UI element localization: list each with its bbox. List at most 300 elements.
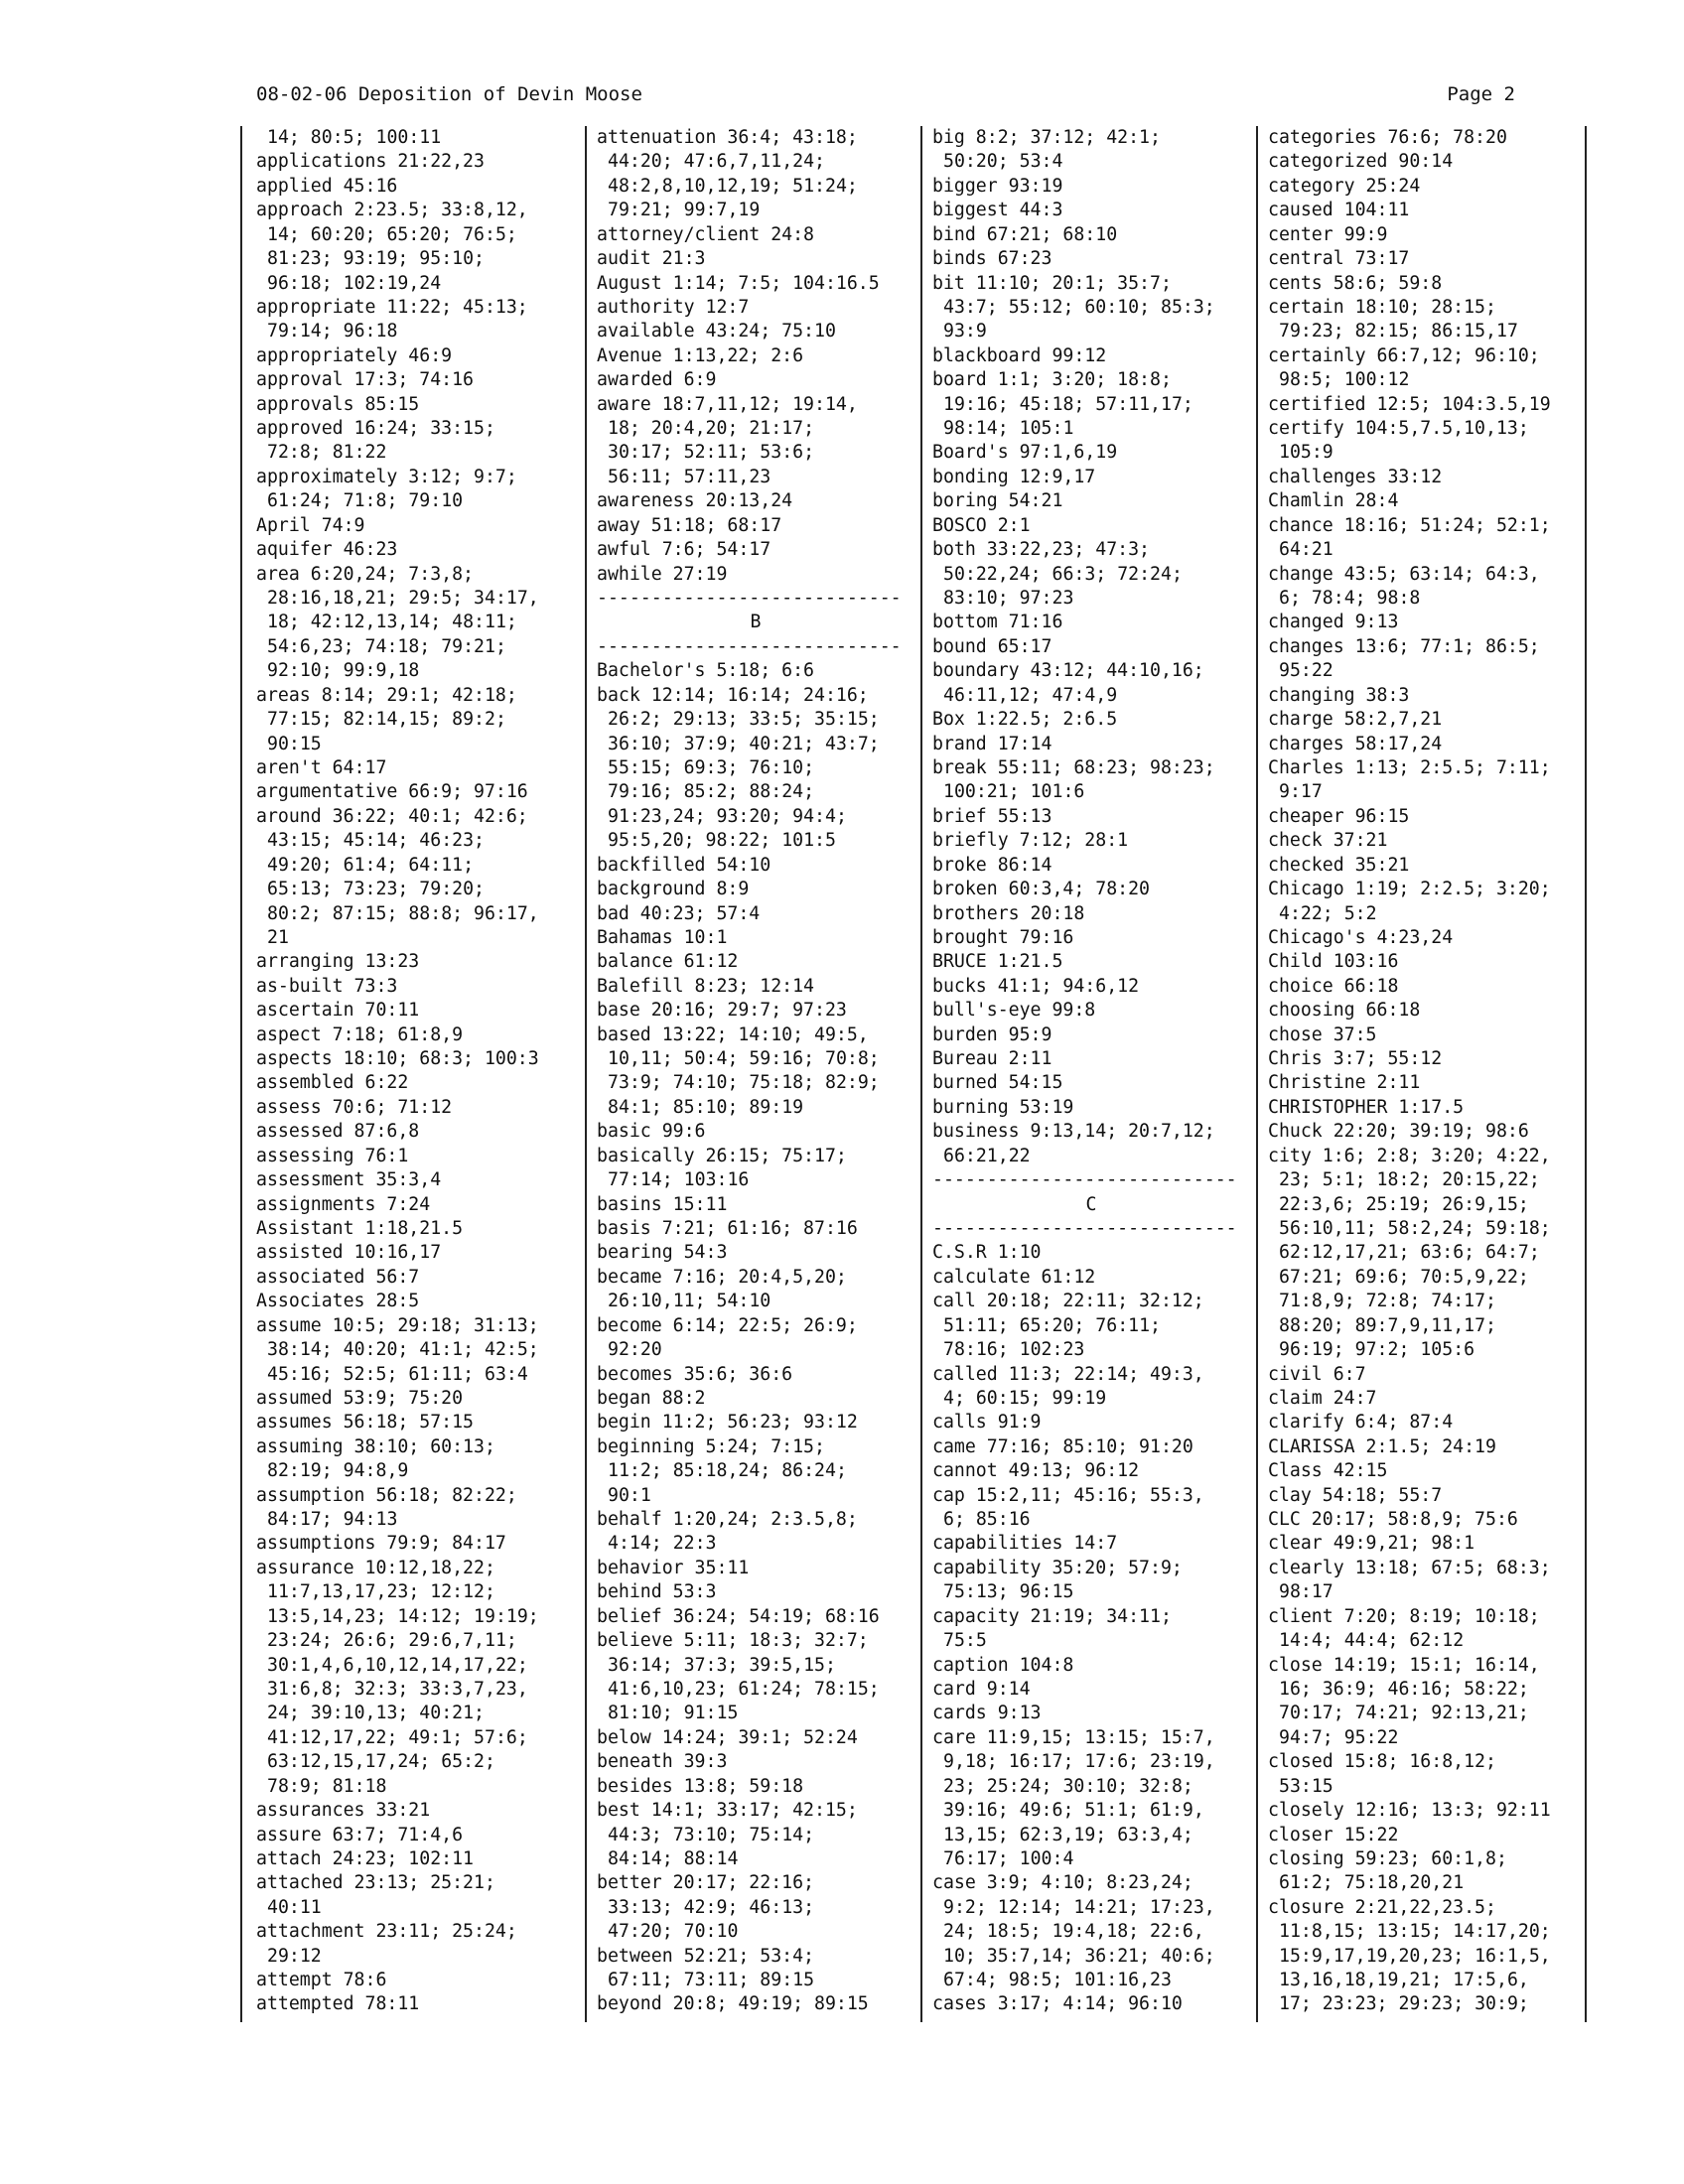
index-entry-continuation: 105:9	[1279, 442, 1333, 464]
index-entry: case 3:9; 4:10; 8:23,24;	[932, 1872, 1193, 1894]
index-entry-continuation: 36:10; 37:9; 40:21; 43:7;	[608, 733, 880, 754]
index-entry: assessment 35:3,4	[256, 1169, 442, 1191]
index-entry: Associates 28:5	[256, 1291, 420, 1312]
index-entry-continuation: 65:13; 73:23; 79:20;	[267, 879, 485, 900]
index-entry: began 88:2	[597, 1387, 706, 1409]
index-entry-continuation: 95:22	[1279, 660, 1333, 682]
section-rule: ----------------------------	[932, 1217, 1237, 1239]
index-entry: assumption 56:18; 82:22;	[256, 1484, 517, 1506]
index-entry: as-built 73:3	[256, 975, 398, 997]
index-entry-continuation: 81:23; 93:19; 95:10;	[267, 248, 485, 270]
index-entry: became 7:16; 20:4,5,20;	[597, 1266, 847, 1288]
index-entry: changing 38:3	[1268, 684, 1410, 706]
index-entry: assessing 76:1	[256, 1145, 409, 1166]
index-entry: aren't 64:17	[256, 756, 387, 778]
index-column-3	[932, 126, 1250, 2022]
index-entry-continuation: 26:10,11; 54:10	[608, 1291, 772, 1312]
index-entry-continuation: 88:20; 89:7,9,11,17;	[1279, 1314, 1496, 1336]
index-entry: approach 2:23.5; 33:8,12,	[256, 200, 528, 221]
index-entry: attorney/client 24:8	[597, 223, 814, 245]
index-entry: behind 53:3	[597, 1581, 717, 1603]
index-entry-continuation: 9:2; 12:14; 14:21; 17:23,	[943, 1896, 1215, 1918]
index-entry-continuation: 90:15	[267, 733, 322, 754]
index-entry: both 33:22,23; 47:3;	[932, 539, 1150, 561]
index-entry: cases 3:17; 4:14; 96:10	[932, 1993, 1183, 2015]
index-entry: assisted 10:16,17	[256, 1242, 442, 1264]
index-entry-continuation: 33:13; 42:9; 46:13;	[608, 1896, 815, 1918]
index-entry-continuation: 4:14; 22:3	[608, 1533, 717, 1555]
index-entry-continuation: 47:20; 70:10	[608, 1921, 739, 1943]
index-entry: BOSCO 2:1	[932, 514, 1031, 536]
page-number: Page 2	[1447, 83, 1515, 105]
index-entry: cheaper 96:15	[1268, 805, 1410, 827]
index-entry-continuation: 23:24; 26:6; 29:6,7,11;	[267, 1630, 517, 1652]
index-entry: beginning 5:24; 7:15;	[597, 1435, 825, 1457]
index-entry-continuation: 53:15	[1279, 1775, 1333, 1797]
index-entry-continuation: 11:7,13,17,23; 12:12;	[267, 1581, 495, 1603]
index-entry: broke 86:14	[932, 854, 1052, 876]
index-entry: clear 49:9,21; 98:1	[1268, 1533, 1475, 1555]
index-entry: aware 18:7,11,12; 19:14,	[597, 393, 858, 415]
index-entry: biggest 44:3	[932, 200, 1063, 221]
index-entry-continuation: 75:13; 96:15	[943, 1581, 1074, 1603]
index-entry: assumed 53:9; 75:20	[256, 1387, 464, 1409]
index-entry: choosing 66:18	[1268, 1000, 1421, 1022]
index-entry-continuation: 41:12,17,22; 49:1; 57:6;	[267, 1726, 528, 1748]
index-entry: assumptions 79:9; 84:17	[256, 1533, 506, 1555]
index-entry: Chris 3:7; 55:12	[1268, 1048, 1443, 1070]
index-entry: base 20:16; 29:7; 97:23	[597, 1000, 847, 1022]
index-entry-continuation: 56:10,11; 58:2,24; 59:18;	[1279, 1217, 1551, 1239]
index-entry: best 14:1; 33:17; 42:15;	[597, 1800, 858, 1822]
index-entry: Bachelor's 5:18; 6:6	[597, 660, 814, 682]
index-entry: assurances 33:21	[256, 1800, 431, 1822]
index-entry: clay 54:18; 55:7	[1268, 1484, 1443, 1506]
index-entry-continuation: 77:14; 103:16	[608, 1169, 750, 1191]
index-entry: checked 35:21	[1268, 854, 1410, 876]
index-entry: arranging 13:23	[256, 951, 420, 973]
index-entry: Assistant 1:18,21.5	[256, 1217, 464, 1239]
index-entry-continuation: 38:14; 40:20; 41:1; 42:5;	[267, 1339, 539, 1361]
index-column-4	[1268, 126, 1582, 2022]
index-entry: associated 56:7	[256, 1266, 420, 1288]
index-entry-continuation: 67:4; 98:5; 101:16,23	[943, 1970, 1172, 1991]
index-entry: Bahamas 10:1	[597, 926, 728, 948]
index-entry: brothers 20:18	[932, 902, 1085, 924]
index-entry-continuation: 92:20	[608, 1339, 662, 1361]
index-entry: Box 1:22.5; 2:6.5	[932, 709, 1118, 731]
index-entry: authority 12:7	[597, 296, 750, 318]
index-entry: Bureau 2:11	[932, 1048, 1052, 1070]
index-entry: client 7:20; 8:19; 10:18;	[1268, 1605, 1540, 1627]
index-entry-continuation: 46:11,12; 47:4,9	[943, 684, 1118, 706]
index-entry-continuation: 10,11; 50:4; 59:16; 70:8;	[608, 1048, 880, 1070]
index-entry-continuation: 15:9,17,19,20,23; 16:1,5,	[1279, 1945, 1551, 1967]
index-entry-list	[256, 126, 579, 2017]
index-entry: cannot 49:13; 96:12	[932, 1460, 1140, 1482]
index-entry: capacity 21:19; 34:11;	[932, 1605, 1172, 1627]
index-entry-continuation: 64:21	[1279, 539, 1333, 561]
index-entry-continuation: 61:2; 75:18,20,21	[1279, 1872, 1465, 1894]
index-entry: assuming 38:10; 60:13;	[256, 1435, 495, 1457]
index-entry-continuation: 22:3,6; 25:19; 26:9,15;	[1279, 1193, 1529, 1215]
index-entry: calculate 61:12	[932, 1266, 1096, 1288]
index-entry-continuation: 18; 42:12,13,14; 48:11;	[267, 612, 517, 633]
index-entry: applications 21:22,23	[256, 151, 485, 173]
index-entry-continuation: 72:8; 81:22	[267, 442, 387, 464]
index-entry: C.S.R 1:10	[932, 1242, 1042, 1264]
index-entry-continuation: 24; 18:5; 19:4,18; 22:6,	[943, 1921, 1204, 1943]
index-entry: board 1:1; 3:20; 18:8;	[932, 369, 1172, 391]
index-entry-continuation: 56:11; 57:11,23	[608, 466, 772, 487]
index-entry: based 13:22; 14:10; 49:5,	[597, 1024, 869, 1045]
index-entry-continuation: 16; 36:9; 46:16; 58:22;	[1279, 1679, 1529, 1700]
index-entry: ascertain 70:11	[256, 1000, 420, 1022]
index-column-2	[597, 126, 914, 2022]
index-entry: burning 53:19	[932, 1096, 1074, 1118]
index-entry: CHRISTOPHER 1:17.5	[1268, 1096, 1465, 1118]
index-entry: April 74:9	[256, 514, 365, 536]
index-entry-continuation: 41:6,10,23; 61:24; 78:15;	[608, 1679, 880, 1700]
index-entry-continuation: 14:4; 44:4; 62:12	[1279, 1630, 1465, 1652]
index-entry: awarded 6:9	[597, 369, 717, 391]
column-divider	[1256, 126, 1258, 2022]
index-entry: assess 70:6; 71:12	[256, 1096, 453, 1118]
index-entry: assure 63:7; 71:4,6	[256, 1824, 464, 1845]
index-entry-continuation: 79:16; 85:2; 88:24;	[608, 781, 815, 803]
index-entry-continuation: 24; 39:10,13; 40:21;	[267, 1703, 485, 1724]
index-entry-continuation: 50:22,24; 66:3; 72:24;	[943, 563, 1183, 585]
index-entry: approval 17:3; 74:16	[256, 369, 474, 391]
index-entry-continuation: 9:17	[1279, 781, 1323, 803]
index-entry: Class 42:15	[1268, 1460, 1388, 1482]
index-entry: approved 16:24; 33:15;	[256, 418, 495, 440]
index-entry: away 51:18; 68:17	[597, 514, 782, 536]
index-entry: closely 12:16; 13:3; 92:11	[1268, 1800, 1551, 1822]
index-entry: challenges 33:12	[1268, 466, 1443, 487]
index-entry-continuation: 31:6,8; 32:3; 33:3,7,23,	[267, 1679, 528, 1700]
index-entry-continuation: 13:5,14,23; 14:12; 19:19;	[267, 1605, 539, 1627]
index-entry: burden 95:9	[932, 1024, 1052, 1045]
index-entry: closed 15:8; 16:8,12;	[1268, 1751, 1496, 1773]
index-entry-continuation: 6; 78:4; 98:8	[1279, 588, 1421, 610]
section-letter-heading: B	[750, 612, 762, 633]
index-entry: big 8:2; 37:12; 42:1;	[932, 127, 1161, 148]
index-entry-continuation: 11:8,15; 13:15; 14:17,20;	[1279, 1921, 1551, 1943]
index-entry: around 36:22; 40:1; 42:6;	[256, 805, 528, 827]
index-entry: begin 11:2; 56:23; 93:12	[597, 1412, 858, 1433]
section-rule: ----------------------------	[597, 635, 902, 657]
index-entry: attempt 78:6	[256, 1970, 387, 1991]
index-entry: briefly 7:12; 28:1	[932, 830, 1129, 852]
index-entry-continuation: 98:17	[1279, 1581, 1333, 1603]
index-entry: Charles 1:13; 2:5.5; 7:11;	[1268, 756, 1551, 778]
index-entry: break 55:11; 68:23; 98:23;	[932, 756, 1215, 778]
index-entry-continuation: 54:6,23; 74:18; 79:21;	[267, 635, 506, 657]
index-entry: categorized 90:14	[1268, 151, 1454, 173]
index-entry: closing 59:23; 60:1,8;	[1268, 1847, 1507, 1869]
index-entry: bottom 71:16	[932, 612, 1063, 633]
index-entry: caption 104:8	[932, 1654, 1074, 1676]
index-entry: backfilled 54:10	[597, 854, 772, 876]
index-entry-continuation: 79:21; 99:7,19	[608, 200, 761, 221]
index-entry-continuation: 82:19; 94:8,9	[267, 1460, 409, 1482]
index-entry: check 37:21	[1268, 830, 1388, 852]
index-entry-continuation: 84:1; 85:10; 89:19	[608, 1096, 804, 1118]
index-entry-continuation: 76:17; 100:4	[943, 1847, 1074, 1869]
index-entry-continuation: 30:1,4,6,10,12,14,17,22;	[267, 1654, 528, 1676]
index-entry: available 43:24; 75:10	[597, 321, 836, 342]
index-entry-continuation: 43:7; 55:12; 60:10; 85:3;	[943, 296, 1215, 318]
index-entry-continuation: 51:11; 65:20; 76:11;	[943, 1314, 1161, 1336]
index-entry: bind 67:21; 68:10	[932, 223, 1118, 245]
index-entry-continuation: 21	[267, 926, 289, 948]
column-divider	[920, 126, 922, 2022]
index-entry-continuation: 79:14; 96:18	[267, 321, 398, 342]
index-entry: Avenue 1:13,22; 2:6	[597, 344, 804, 366]
index-entry: awful 7:6; 54:17	[597, 539, 772, 561]
index-entry: card 9:14	[932, 1679, 1031, 1700]
index-entry: between 52:21; 53:4;	[597, 1945, 814, 1967]
index-entry-continuation: 45:16; 52:5; 61:11; 63:4	[267, 1363, 528, 1385]
index-entry-continuation: 78:16; 102:23	[943, 1339, 1085, 1361]
index-entry: aquifer 46:23	[256, 539, 398, 561]
index-entry: changes 13:6; 77:1; 86:5;	[1268, 635, 1540, 657]
index-entry-continuation: 91:23,24; 93:20; 94:4;	[608, 805, 847, 827]
index-entry: bit 11:10; 20:1; 35:7;	[932, 272, 1172, 294]
index-entry-continuation: 55:15; 69:3; 76:10;	[608, 756, 815, 778]
index-entry-continuation: 71:8,9; 72:8; 74:17;	[1279, 1291, 1496, 1312]
index-entry: city 1:6; 2:8; 3:20; 4:22,	[1268, 1145, 1551, 1166]
index-entry-continuation: 62:12,17,21; 63:6; 64:7;	[1279, 1242, 1540, 1264]
index-entry-continuation: 39:16; 49:6; 51:1; 61:9,	[943, 1800, 1204, 1822]
index-entry-continuation: 67:21; 69:6; 70:5,9,22;	[1279, 1266, 1529, 1288]
index-entry: bull's-eye 99:8	[932, 1000, 1096, 1022]
index-entry-continuation: 96:18; 102:19,24	[267, 272, 442, 294]
index-entry: certify 104:5,7.5,10,13;	[1268, 418, 1529, 440]
index-entry: better 20:17; 22:16;	[597, 1872, 814, 1894]
index-entry-continuation: 29:12	[267, 1945, 322, 1967]
index-entry-continuation: 4; 60:15; 99:19	[943, 1387, 1107, 1409]
index-entry: bucks 41:1; 94:6,12	[932, 975, 1140, 997]
index-entry: belief 36:24; 54:19; 68:16	[597, 1605, 880, 1627]
index-entry: basins 15:11	[597, 1193, 728, 1215]
index-entry: area 6:20,24; 7:3,8;	[256, 563, 474, 585]
index-entry: broken 60:3,4; 78:20	[932, 879, 1150, 900]
index-entry: closure 2:21,22,23.5;	[1268, 1896, 1496, 1918]
index-entry: boring 54:21	[932, 490, 1063, 512]
index-entry-continuation: 26:2; 29:13; 33:5; 35:15;	[608, 709, 880, 731]
index-entry-list	[1268, 126, 1582, 2017]
index-entry: chose 37:5	[1268, 1024, 1377, 1045]
index-entry: brought 79:16	[932, 926, 1074, 948]
index-entry: capabilities 14:7	[932, 1533, 1118, 1555]
index-entry-continuation: 40:11	[267, 1896, 322, 1918]
index-entry-continuation: 75:5	[943, 1630, 987, 1652]
index-entry-continuation: 36:14; 37:3; 39:5,15;	[608, 1654, 836, 1676]
index-entry: balance 61:12	[597, 951, 739, 973]
index-entry: category 25:24	[1268, 175, 1421, 197]
index-entry: beyond 20:8; 49:19; 89:15	[597, 1993, 869, 2015]
index-entry: BRUCE 1:21.5	[932, 951, 1063, 973]
index-entry: assembled 6:22	[256, 1072, 409, 1094]
index-entry: changed 9:13	[1268, 612, 1399, 633]
index-entry: attempted 78:11	[256, 1993, 420, 2015]
index-entry-continuation: 13,15; 62:3,19; 63:3,4;	[943, 1824, 1193, 1845]
index-entry: appropriately 46:9	[256, 344, 453, 366]
index-entry: assume 10:5; 29:18; 31:13;	[256, 1314, 539, 1336]
index-entry: call 20:18; 22:11; 32:12;	[932, 1291, 1204, 1312]
index-entry-continuation: 13,16,18,19,21; 17:5,6,	[1279, 1970, 1529, 1991]
index-entry: change 43:5; 63:14; 64:3,	[1268, 563, 1540, 585]
column-divider	[240, 126, 242, 2022]
index-entry-continuation: 95:5,20; 98:22; 101:5	[608, 830, 836, 852]
index-entry-continuation: 90:1	[608, 1484, 651, 1506]
index-entry: attachment 23:11; 25:24;	[256, 1921, 517, 1943]
index-entry-continuation: 11:2; 85:18,24; 86:24;	[608, 1460, 847, 1482]
index-entry: care 11:9,15; 13:15; 15:7,	[932, 1726, 1215, 1748]
index-entry: beneath 39:3	[597, 1751, 728, 1773]
index-entry-continuation: 48:2,8,10,12,19; 51:24;	[608, 175, 858, 197]
index-entry: behalf 1:20,24; 2:3.5,8;	[597, 1509, 858, 1531]
index-entry-continuation: 23; 25:24; 30:10; 32:8;	[943, 1775, 1193, 1797]
index-entry-continuation: 81:10; 91:15	[608, 1703, 739, 1724]
index-entry-continuation: 100:21; 101:6	[943, 781, 1085, 803]
index-entry-continuation: 78:9; 81:18	[267, 1775, 387, 1797]
index-entry: Chicago's 4:23,24	[1268, 926, 1454, 948]
column-divider	[585, 126, 587, 2022]
index-entry: called 11:3; 22:14; 49:3,	[932, 1363, 1204, 1385]
index-entry: cap 15:2,11; 45:16; 55:3,	[932, 1484, 1204, 1506]
index-entry: charge 58:2,7,21	[1268, 709, 1443, 731]
section-rule: ----------------------------	[932, 1169, 1237, 1191]
index-entry: chance 18:16; 51:24; 52:1;	[1268, 514, 1551, 536]
index-entry: assessed 87:6,8	[256, 1121, 420, 1143]
index-entry: audit 21:3	[597, 248, 706, 270]
column-divider	[1585, 126, 1587, 2022]
index-entry: believe 5:11; 18:3; 32:7;	[597, 1630, 869, 1652]
section-letter-heading: C	[1085, 1193, 1097, 1215]
index-entry: closer 15:22	[1268, 1824, 1399, 1845]
index-entry-continuation: 80:2; 87:15; 88:8; 96:17,	[267, 902, 539, 924]
index-entry-continuation: 44:3; 73:10; 75:14;	[608, 1824, 815, 1845]
index-entry-continuation: 30:17; 52:11; 53:6;	[608, 442, 815, 464]
index-entry-continuation: 98:14; 105:1	[943, 418, 1074, 440]
index-entry: besides 13:8; 59:18	[597, 1775, 804, 1797]
index-entry-continuation: 6; 85:16	[943, 1509, 1031, 1531]
index-entry-continuation: 43:15; 45:14; 46:23;	[267, 830, 485, 852]
index-entry: cents 58:6; 59:8	[1268, 272, 1443, 294]
index-entry: caused 104:11	[1268, 200, 1410, 221]
index-entry-continuation: 28:16,18,21; 29:5; 34:17,	[267, 588, 539, 610]
index-entry: aspect 7:18; 61:8,9	[256, 1024, 464, 1045]
index-entry-continuation: 98:5; 100:12	[1279, 369, 1410, 391]
index-entry: brand 17:14	[932, 733, 1052, 754]
index-entry-continuation: 67:11; 73:11; 89:15	[608, 1970, 815, 1991]
index-entry: bearing 54:3	[597, 1242, 728, 1264]
index-entry: basis 7:21; 61:16; 87:16	[597, 1217, 858, 1239]
index-entry: capability 35:20; 57:9;	[932, 1557, 1183, 1578]
index-entry-continuation: 94:7; 95:22	[1279, 1726, 1399, 1748]
index-entry: Chuck 22:20; 39:19; 98:6	[1268, 1121, 1529, 1143]
index-entry-continuation: 92:10; 99:9,18	[267, 660, 420, 682]
index-entry: certain 18:10; 28:15;	[1268, 296, 1496, 318]
index-entry: center 99:9	[1268, 223, 1388, 245]
index-entry: appropriate 11:22; 45:13;	[256, 296, 528, 318]
index-entry-continuation: 44:20; 47:6,7,11,24;	[608, 151, 825, 173]
index-entry-continuation: 73:9; 74:10; 75:18; 82:9;	[608, 1072, 880, 1094]
index-entry: CLARISSA 2:1.5; 24:19	[1268, 1435, 1496, 1457]
index-entry: Chicago 1:19; 2:2.5; 3:20;	[1268, 879, 1551, 900]
index-entry: becomes 35:6; 36:6	[597, 1363, 793, 1385]
index-entry: boundary 43:12; 44:10,16;	[932, 660, 1204, 682]
index-entry: business 9:13,14; 20:7,12;	[932, 1121, 1215, 1143]
index-entry: approximately 3:12; 9:7;	[256, 466, 517, 487]
index-entry-continuation: 66:21,22	[943, 1145, 1031, 1166]
index-entry-continuation: 23; 5:1; 18:2; 20:15,22;	[1279, 1169, 1540, 1191]
index-entry: Christine 2:11	[1268, 1072, 1421, 1094]
section-rule: ----------------------------	[597, 588, 902, 610]
index-entry-continuation: 79:23; 82:15; 86:15,17	[1279, 321, 1518, 342]
index-entry: bonding 12:9,17	[932, 466, 1096, 487]
index-entry: charges 58:17,24	[1268, 733, 1443, 754]
index-entry: basically 26:15; 75:17;	[597, 1145, 847, 1166]
index-entry-continuation: 84:14; 88:14	[608, 1847, 739, 1869]
index-entry-continuation: 77:15; 82:14,15; 89:2;	[267, 709, 506, 731]
index-entry: assumes 56:18; 57:15	[256, 1412, 474, 1433]
index-entry: awhile 27:19	[597, 563, 728, 585]
index-entry: become 6:14; 22:5; 26:9;	[597, 1314, 858, 1336]
index-entry-continuation: 4:22; 5:2	[1279, 902, 1377, 924]
index-entry: calls 91:9	[932, 1412, 1042, 1433]
index-entry: central 73:17	[1268, 248, 1410, 270]
index-entry-continuation: 49:20; 61:4; 64:11;	[267, 854, 475, 876]
index-entry-continuation: 9,18; 16:17; 17:6; 23:19,	[943, 1751, 1215, 1773]
index-entry: choice 66:18	[1268, 975, 1399, 997]
index-entry: argumentative 66:9; 97:16	[256, 781, 528, 803]
index-entry: close 14:19; 15:1; 16:14,	[1268, 1654, 1540, 1676]
index-entry: cards 9:13	[932, 1703, 1042, 1724]
index-entry: applied 45:16	[256, 175, 398, 197]
index-entry: blackboard 99:12	[932, 344, 1107, 366]
index-entry: certified 12:5; 104:3.5,19	[1268, 393, 1551, 415]
index-entry: behavior 35:11	[597, 1557, 750, 1578]
index-entry: burned 54:15	[932, 1072, 1063, 1094]
index-entry: attach 24:23; 102:11	[256, 1847, 474, 1869]
index-entry: back 12:14; 16:14; 24:16;	[597, 684, 869, 706]
index-entry: below 14:24; 39:1; 52:24	[597, 1726, 858, 1748]
document-header-title: 08-02-06 Deposition of Devin Moose	[256, 83, 642, 105]
index-entry: certainly 66:7,12; 96:10;	[1268, 344, 1540, 366]
index-entry: areas 8:14; 29:1; 42:18;	[256, 684, 517, 706]
index-entry: Balefill 8:23; 12:14	[597, 975, 814, 997]
index-entry: aspects 18:10; 68:3; 100:3	[256, 1048, 539, 1070]
index-entry-list	[597, 126, 914, 2017]
index-entry: claim 24:7	[1268, 1387, 1377, 1409]
index-entry: clarify 6:4; 87:4	[1268, 1412, 1454, 1433]
index-entry: August 1:14; 7:5; 104:16.5	[597, 272, 880, 294]
index-entry-continuation: 96:19; 97:2; 105:6	[1279, 1339, 1475, 1361]
index-entry: came 77:16; 85:10; 91:20	[932, 1435, 1193, 1457]
index-entry-continuation: 61:24; 71:8; 79:10	[267, 490, 464, 512]
index-entry: bad 40:23; 57:4	[597, 902, 761, 924]
index-entry: bound 65:17	[932, 635, 1052, 657]
index-entry-continuation: 17; 23:23; 29:23; 30:9;	[1279, 1993, 1529, 2015]
index-entry: Child 103:16	[1268, 951, 1399, 973]
index-entry: basic 99:6	[597, 1121, 706, 1143]
index-entry-continuation: 93:9	[943, 321, 987, 342]
index-entry: attached 23:13; 25:21;	[256, 1872, 495, 1894]
